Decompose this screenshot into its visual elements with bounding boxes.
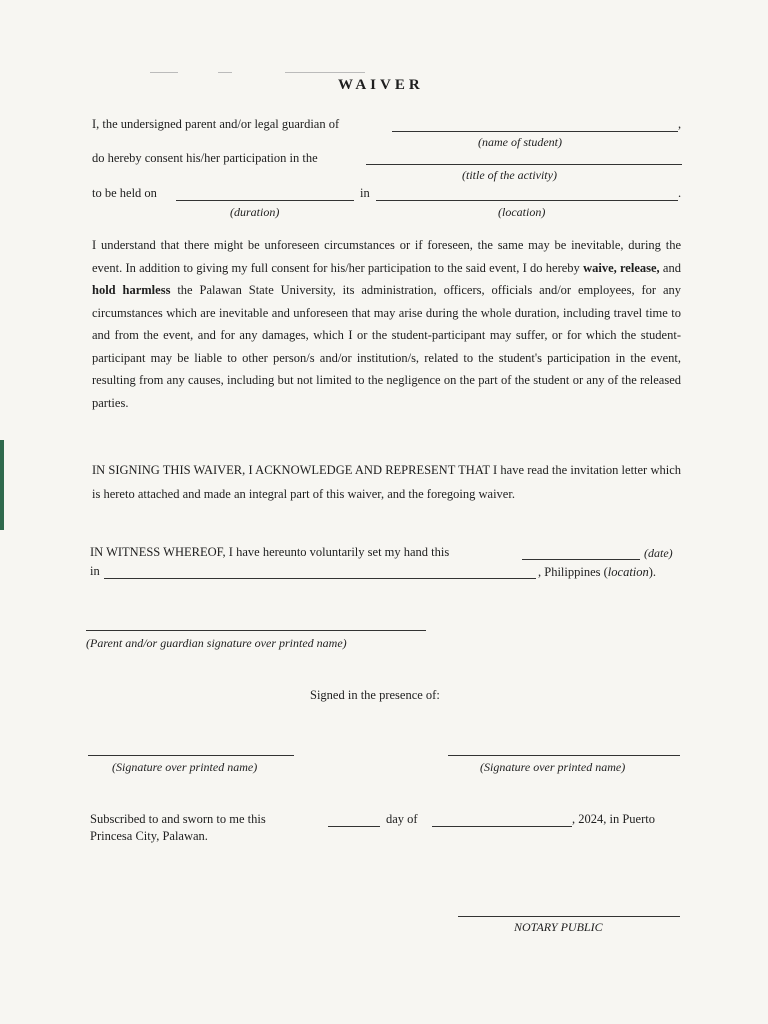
release-bold-waive: waive, release, [583, 260, 660, 275]
document-title: WAIVER [338, 77, 424, 93]
bleed-mark [285, 72, 365, 73]
location-blank[interactable] [376, 200, 678, 201]
caption-location: (location) [498, 205, 546, 219]
release-text-2: and [659, 260, 681, 275]
release-paragraph [92, 234, 681, 414]
line1-comma: , [678, 117, 682, 131]
witness-signature-line-left[interactable] [88, 755, 294, 756]
day-of-text: day of [386, 812, 418, 826]
duration-blank[interactable] [176, 200, 354, 201]
sworn-month-blank[interactable] [432, 826, 572, 827]
in-text: in [360, 186, 370, 200]
witness-signature-caption-right: (Signature over printed name) [480, 760, 626, 774]
guardian-line-text: I, the undersigned parent and/or legal guardian of [92, 117, 340, 131]
sworn-day-blank[interactable] [328, 826, 380, 827]
parent-signature-caption: (Parent and/or guardian signature over printed name) [86, 636, 347, 650]
sworn-year-text: , 2024, in Puerto [572, 812, 655, 826]
subscribed-text: Subscribed to and sworn to me this [90, 812, 266, 826]
release-text-1: I understand that there might be unforeseen circumstances or if foreseen, the same may be inevitable, during the event. In addition to giving my full consent for his/her participation to the said event, I do hereby [92, 238, 681, 275]
bleed-mark [150, 72, 178, 73]
notary-signature-line[interactable] [458, 916, 680, 917]
caption-name-of-student: (name of student) [478, 135, 562, 149]
philippines-location [538, 565, 656, 580]
caption-duration: (duration) [230, 205, 280, 219]
scan-edge-mark [0, 440, 4, 530]
witness-signature-line-right[interactable] [448, 755, 680, 756]
witness-text: IN WITNESS WHEREOF, I have hereunto voluntarily set my hand this [90, 545, 450, 559]
bleed-mark [218, 72, 232, 73]
caption-title-of-activity: (title of the activity) [462, 168, 557, 182]
parent-signature-line[interactable] [86, 630, 426, 631]
philippines-end: ). [648, 565, 657, 579]
activity-title-blank[interactable] [366, 164, 682, 165]
philippines-text: , Philippines ( [538, 565, 608, 579]
held-on-text: to be held on [92, 186, 157, 200]
notary-public-caption: NOTARY PUBLIC [514, 920, 603, 934]
caption-date: (date) [644, 546, 673, 560]
student-name-blank[interactable] [392, 131, 678, 132]
line3-period: . [678, 186, 682, 200]
witness-signature-caption-left: (Signature over printed name) [112, 760, 258, 774]
witness-date-blank[interactable] [522, 559, 640, 560]
release-bold-hold-harmless: hold harmless [92, 283, 171, 297]
acknowledge-paragraph: IN SIGNING THIS WAIVER, I ACKNOWLEDGE AND REPRESENT THAT I have read the invitation letter which is hereto attached and made an integral part of this waiver, and the foregoing waiver. [92, 463, 681, 501]
consent-line-text: do hereby consent his/her participation in the [92, 151, 318, 165]
witness-location-blank[interactable] [104, 578, 536, 579]
witness-in-text: in [90, 564, 100, 578]
presence-text: Signed in the presence of: [310, 688, 440, 702]
princesa-city-text: Princesa City, Palawan. [90, 829, 208, 843]
caption-location-inline: location [607, 565, 649, 579]
release-text-3: the Palawan State University, its administration, officers, officials and/or employees, for any circumstances which are inevitable and unforeseen that may arise during the whole duration, including travel time to and from the event, and for any damages, which I or the student-participant may suffer, or for which the student-participant may be liable to other person/s and/or institution/s, related to the student's participation in the event, resulting from any causes, including but not limited to the negligence on the part of the student or any of the released parties. [92, 283, 681, 410]
